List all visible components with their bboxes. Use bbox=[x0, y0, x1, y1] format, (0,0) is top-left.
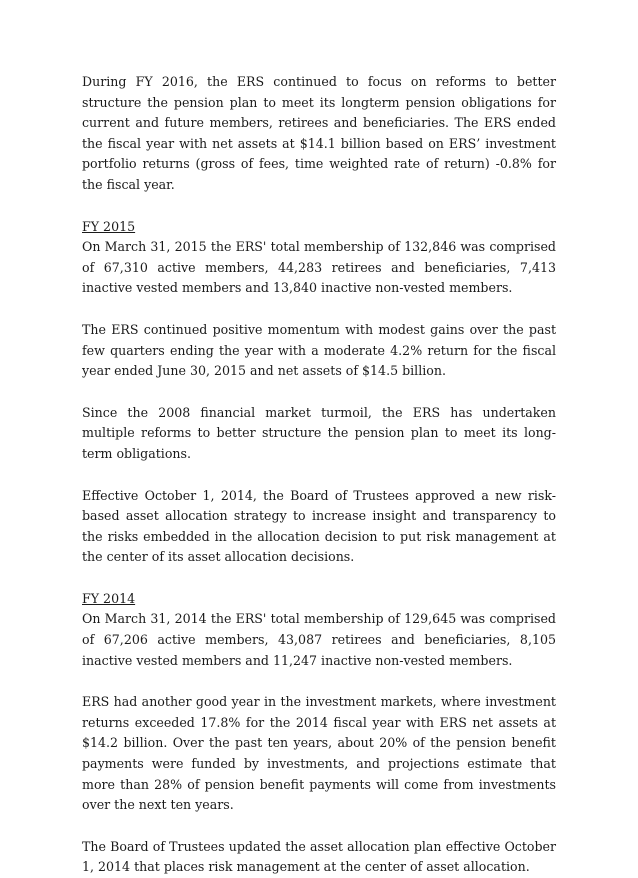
fy2015-heading: FY 2015 bbox=[82, 218, 136, 234]
fy2015-allocation-paragraph: Effective October 1, 2014, the Board of Trustees approved a new risk-based asset allocation strategy to increase insight and transparency to the risks embedded in the allocation decision to put risk management at the center of its asset allocation decisions. bbox=[82, 487, 556, 565]
fy2015-momentum-paragraph: The ERS continued positive momentum with modest gains over the past few quarters ending the year with a moderate 4.2% return for the fiscal year ended June 30, 2015 and net assets of $14.5 billion. bbox=[82, 321, 556, 379]
fy2014-board-paragraph: The Board of Trustees updated the asset allocation plan effective October 1, 2014 that places risk management at the center of asset allocation. bbox=[82, 838, 556, 875]
fy2015-membership-paragraph: On March 31, 2015 the ERS' total membership of 132,846 was comprised of 67,310 active members, 44,283 retirees and beneficiaries, 7,413 inactive vested members and 13,840 inactive non-vested members. bbox=[82, 239, 556, 296]
fy2014-investment-paragraph: ERS had another good year in the investment markets, where investment returns exceeded 17.8% for the 2014 fiscal year with ERS net assets at $14.2 billion. Over the past ten years, about 20% of the pension benefit payments were funded by investments, and projections estimate that more than 28% of pension benefit payments will come from investments over the next ten years. bbox=[82, 694, 556, 813]
intro-paragraph: During FY 2016, the ERS continued to focus on reforms to better structure the pension plan to meet its longterm pension obligations for current and future members, retirees and beneficiaries. The ERS ended the fiscal year with net assets at $14.1 billion based on ERS’ investment portfolio returns (gross of fees, time weighted rate of return) -0.8% for the fiscal year. bbox=[82, 74, 556, 192]
document-page bbox=[82, 72, 556, 878]
fy2014-membership-paragraph: On March 31, 2014 the ERS' total membership of 129,645 was comprised of 67,206 active members, 43,087 retirees and beneficiaries, 8,105 inactive vested members and 11,247 inactive non-vested members. bbox=[82, 611, 556, 668]
fy2015-reforms-paragraph: Since the 2008 financial market turmoil, the ERS has undertaken multiple reforms to better structure the pension plan to meet its long-term obligations. bbox=[82, 404, 556, 461]
fy2014-heading: FY 2014 bbox=[82, 590, 136, 606]
